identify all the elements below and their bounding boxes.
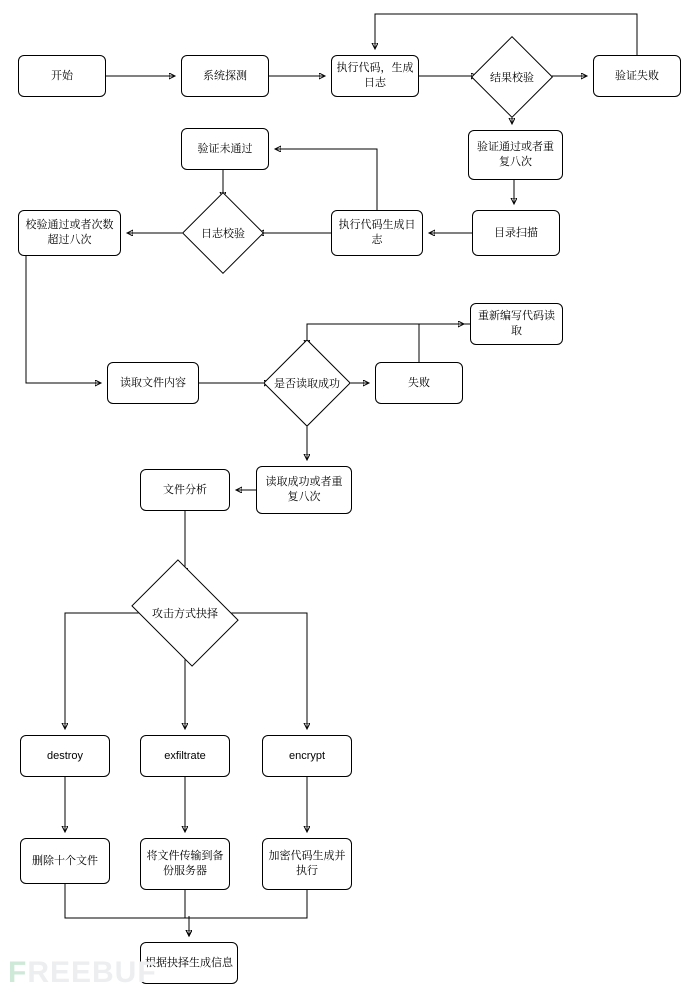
- node-label: 重新编写代码读取: [478, 310, 555, 337]
- node-exec-code-gen-log[interactable]: [331, 210, 423, 256]
- node-rewrite-code-read[interactable]: [470, 303, 563, 345]
- node-start[interactable]: [18, 55, 106, 97]
- node-label: 验证未通过: [197, 142, 253, 155]
- node-label: 将文件传输到备份服务器: [146, 850, 224, 877]
- node-directory-scan[interactable]: [472, 210, 560, 256]
- node-label: 删除十个文件: [32, 854, 98, 867]
- node-verify-not-passed[interactable]: [181, 128, 269, 170]
- diamond-shape: [471, 36, 553, 118]
- node-check-pass-or-over-eight[interactable]: [18, 210, 121, 256]
- node-result-check[interactable]: [483, 48, 541, 106]
- node-encrypt[interactable]: [262, 735, 352, 777]
- node-label: encrypt: [288, 749, 326, 762]
- node-label: 日志校验: [201, 228, 245, 240]
- node-label: 系统探测: [203, 69, 247, 82]
- node-exec-code-generate-log[interactable]: [331, 55, 419, 97]
- watermark-prefix: F: [8, 956, 28, 989]
- diamond-shape: [131, 559, 238, 666]
- node-log-check[interactable]: [194, 204, 252, 262]
- diamond-shape: [263, 339, 351, 427]
- node-label: 加密代码生成并执行: [268, 850, 346, 877]
- node-label: 执行代码生成日志: [338, 219, 416, 246]
- node-read-success-check[interactable]: [276, 352, 338, 414]
- node-label: 攻击方式抉择: [152, 608, 218, 620]
- node-label: 校验通过或者次数超过八次: [25, 219, 114, 246]
- node-label: 验证通过或者重复八次: [477, 141, 554, 168]
- diamond-shape: [182, 192, 264, 274]
- node-verify-pass-or-eight[interactable]: [468, 130, 563, 180]
- node-fail[interactable]: [375, 362, 463, 404]
- node-label: 文件分析: [163, 483, 207, 496]
- node-encrypt-code-generate-execute[interactable]: [262, 838, 352, 890]
- node-system-probe[interactable]: [181, 55, 269, 97]
- node-read-file-content[interactable]: [107, 362, 199, 404]
- node-label: 根据抉择生成信息: [145, 956, 233, 969]
- node-transfer-to-backup-server[interactable]: [140, 838, 230, 890]
- node-label: destroy: [46, 749, 84, 762]
- node-exfiltrate[interactable]: [140, 735, 230, 777]
- node-label: 结果校验: [490, 72, 534, 84]
- node-read-success-or-eight[interactable]: [256, 466, 352, 514]
- node-label: 读取成功或者重复八次: [265, 476, 343, 503]
- node-label: exfiltrate: [164, 749, 206, 762]
- node-verify-failed[interactable]: [593, 55, 681, 97]
- node-delete-ten-files[interactable]: [20, 838, 110, 884]
- node-label: 是否读取成功: [274, 378, 340, 390]
- node-label: 失败: [408, 376, 430, 389]
- node-label: 执行代码，生成日志: [336, 62, 414, 89]
- watermark-text: REEBUF: [27, 956, 157, 989]
- node-label: 读取文件内容: [120, 376, 186, 389]
- node-label: 目录扫描: [494, 226, 538, 239]
- node-attack-method-choice[interactable]: [142, 580, 228, 646]
- node-label: 验证失败: [615, 69, 659, 82]
- node-file-analysis[interactable]: [140, 469, 230, 511]
- node-destroy[interactable]: [20, 735, 110, 777]
- watermark-logo: [8, 956, 157, 990]
- node-label: 开始: [51, 69, 73, 82]
